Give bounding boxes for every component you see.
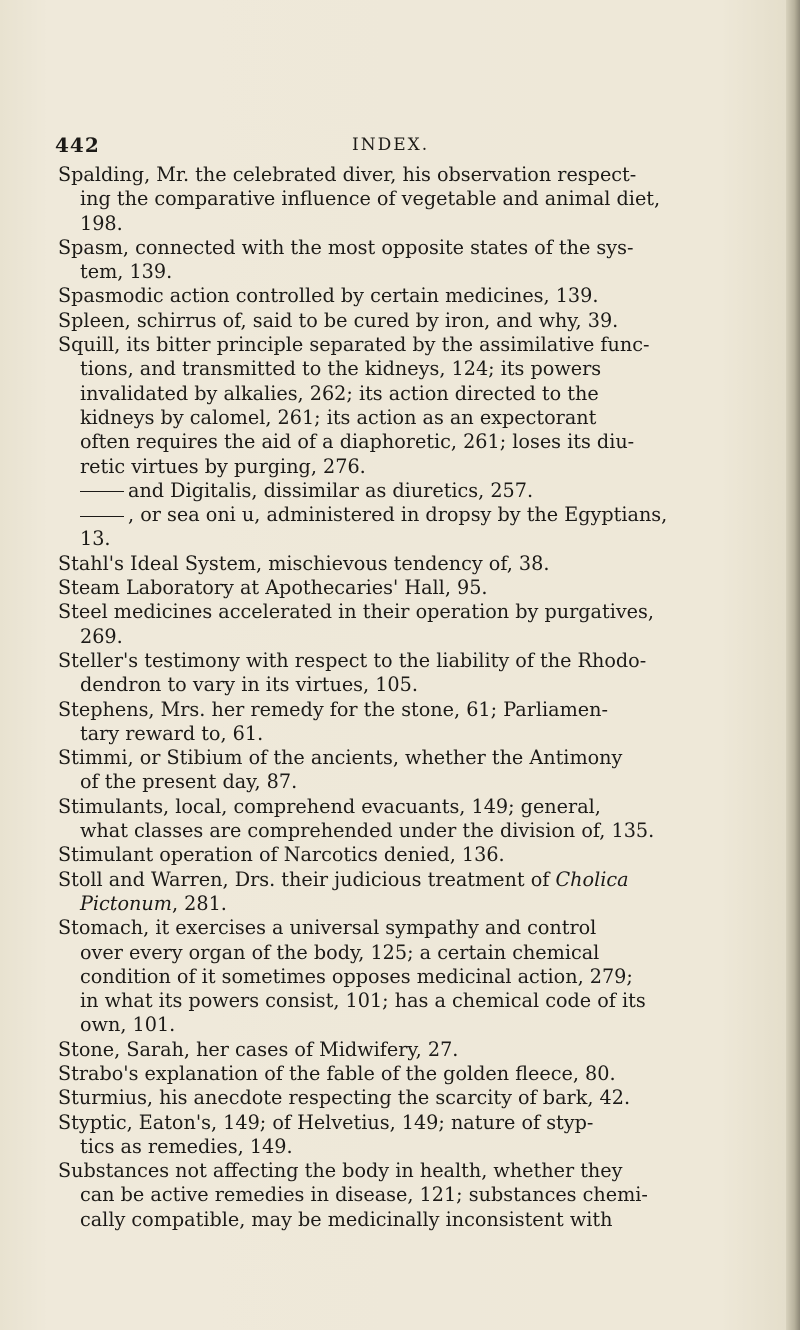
italic-term: Cholica (555, 867, 629, 891)
index-entry-spalding (58, 163, 758, 236)
entry-line: Steam Laboratory at Apothecaries' Hall, 95. (58, 576, 488, 600)
index-entry-steel-medicines (58, 600, 758, 649)
entry-line: Spalding, Mr. the celebrated diver, his observation respect- (58, 163, 637, 186)
index-entry-stimmi (58, 746, 758, 795)
entry-line: Spasmodic action controlled by certain medicines, 139. (58, 284, 599, 308)
index-entry-stoll-warren (58, 868, 758, 917)
entry-line: retic virtues by purging, 276. (80, 454, 366, 478)
entry-line: Squill, its bitter principle separated by the assimilative func- (58, 333, 650, 357)
index-entry-stephens (58, 698, 758, 747)
entry-line: Spleen, schirrus of, said to be cured by iron, and why, 39. (58, 308, 619, 332)
entry-line: in what its powers consist, 101; has a chemical code of its (80, 989, 646, 1013)
page-number: 442 (55, 133, 100, 157)
entry-line: Stimmi, or Stibium of the ancients, whether the Antimony (58, 746, 623, 770)
italic-term-continued: Pictonum (80, 891, 172, 915)
entry-line: tions, and transmitted to the kidneys, 124; its powers (80, 357, 602, 381)
entry-line: Stimulant operation of Narcotics denied, 136. (58, 843, 505, 867)
index-entry-sturmius (58, 1086, 758, 1110)
index-entry-stimulant-operation (58, 843, 758, 867)
index-entry-steller (58, 649, 758, 698)
entry-line: Stoll and Warren, Drs. their judicious treatment of (58, 867, 550, 891)
entry-line: Stone, Sarah, her cases of Midwifery, 27. (58, 1037, 459, 1061)
entry-line: of the present day, 87. (80, 770, 298, 794)
entry-line: Sturmius, his anecdote respecting the scarcity of bark, 42. (58, 1086, 631, 1110)
entry-line: Spasm, connected with the most opposite states of the sys- (58, 235, 634, 259)
entry-line: 269. (80, 624, 123, 648)
ditto-dash (80, 516, 124, 517)
entry-line: Stephens, Mrs. her remedy for the stone, 61; Parliamen- (58, 697, 608, 721)
entry-line: often requires the aid of a diaphoretic, 261; loses its diu- (80, 430, 635, 454)
index-entry-substances (58, 1159, 758, 1232)
entry-line: Pictonum, 281. (80, 891, 227, 915)
entry-line: Stimulants, local, comprehend evacuants, 149; general, (58, 794, 601, 818)
entry-line: Stahl's Ideal System, mischievous tendency of, 38. (58, 551, 550, 575)
index-entry-stone-sarah (58, 1038, 758, 1062)
index-entry-spasmodic (58, 284, 758, 308)
entry-line: and Digitalis, dissimilar as diuretics, 257. (128, 478, 534, 502)
index-entry-styptic (58, 1111, 758, 1160)
index-entry-spleen (58, 309, 758, 333)
entry-line: Stomach, it exercises a universal sympathy and control (58, 916, 597, 940)
entry-line: invalidated by alkalies, 262; its action directed to the (80, 381, 599, 405)
index-entry-stimulants (58, 795, 758, 844)
entry-line: Steel medicines accelerated in their operation by purgatives, (58, 600, 654, 624)
entry-line: Steller's testimony with respect to the liability of the Rhodo- (58, 648, 647, 672)
entry-line: cally compatible, may be medicinally inconsistent with (80, 1207, 613, 1231)
index-subentry-digitalis (58, 479, 758, 503)
running-head: INDEX. (352, 135, 430, 155)
entry-line: what classes are comprehended under the division of, 135. (80, 819, 655, 843)
entry-line: tem, 139. (80, 260, 173, 284)
entry-line: tics as remedies, 149. (80, 1134, 293, 1158)
index-entry-spasm (58, 236, 758, 285)
index-entry-stomach (58, 916, 758, 1037)
index-entry-steam-laboratory (58, 576, 758, 600)
entry-line: kidneys by calomel, 261; its action as an expectorant (80, 405, 597, 429)
entry-line: ing the comparative influence of vegetable and animal diet, (80, 187, 661, 211)
entry-line: can be active remedies in disease, 121; substances chemi- (80, 1183, 648, 1207)
entry-line: dendron to vary in its virtues, 105. (80, 673, 418, 697)
entry-line: Styptic, Eaton's, 149; of Helvetius, 149; nature of styp- (58, 1110, 594, 1134)
index-entry-squill (58, 333, 758, 479)
index-entry-stahl (58, 552, 758, 576)
entry-line: over every organ of the body, 125; a certain chemical (80, 940, 600, 964)
entry-line: own, 101. (80, 1013, 176, 1037)
entry-line: 198. (80, 211, 123, 235)
entry-line: Strabo's explanation of the fable of the golden fleece, 80. (58, 1061, 616, 1085)
ditto-dash (80, 491, 124, 492)
entry-line: tary reward to, 61. (80, 721, 264, 745)
entry-line: , or sea oni u, administered in dropsy by the Egyptians, (128, 503, 668, 527)
index-subentry-sea-onion (58, 503, 758, 552)
page-edge-shadow (786, 0, 800, 1330)
entry-line: condition of it sometimes opposes medicinal action, 279; (80, 964, 633, 988)
entry-line: Substances not affecting the body in health, whether they (58, 1159, 623, 1183)
page-header (55, 133, 755, 163)
index-entry-strabo (58, 1062, 758, 1086)
index-entries (58, 163, 758, 1232)
entry-line: 13. (80, 527, 111, 551)
